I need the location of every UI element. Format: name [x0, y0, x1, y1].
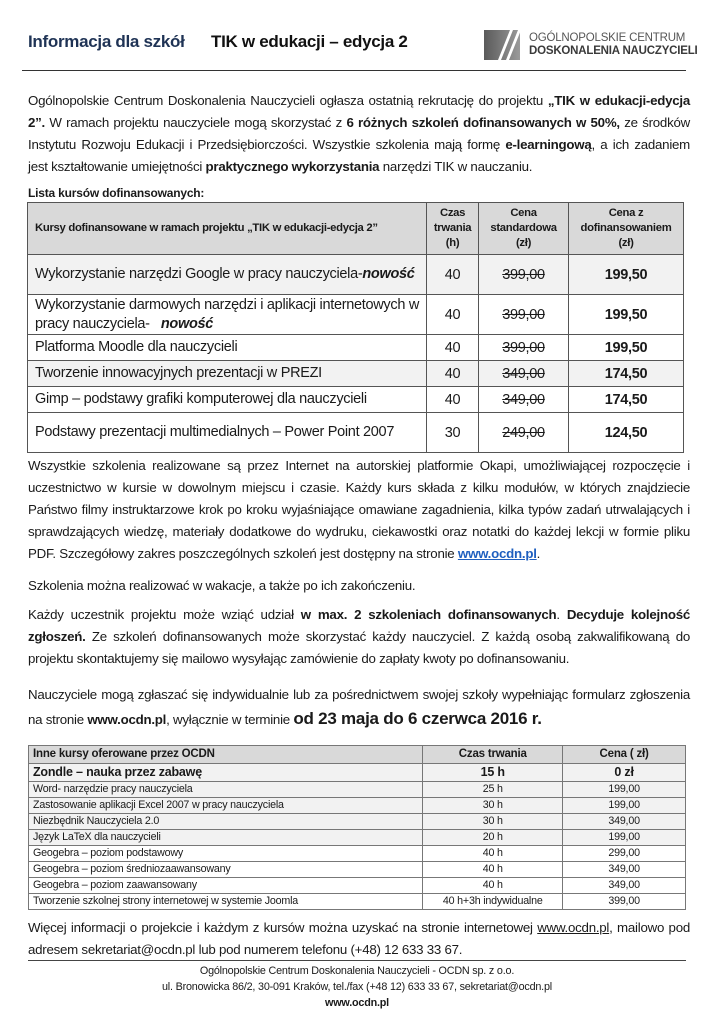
course-price: 199,00 [563, 798, 686, 814]
course-price: 399,00 [563, 894, 686, 910]
funded-course-row [28, 335, 684, 361]
course-name [28, 335, 427, 361]
funded-course-row [28, 295, 684, 335]
header-category: Informacja dla szkół [28, 32, 185, 51]
other-course-row [29, 798, 686, 814]
course-name: Word- narzędzie pracy nauczyciela [29, 782, 423, 798]
rules-text: Każdy uczestnik projektu może wziąć udział [28, 607, 301, 622]
course-name: Tworzenie szkolnej strony internetowej w systemie Joomla [29, 894, 423, 910]
funded-courses-table [27, 202, 684, 453]
registration-paragraph [28, 683, 690, 732]
course-duration: 30 [427, 413, 479, 453]
discounted-price: 199,50 [569, 295, 684, 335]
ocdn-website-link[interactable]: www.ocdn.pl [537, 920, 610, 935]
featured-course-row [29, 764, 686, 782]
summer-paragraph: Szkolenia można realizować w wakacje, a także po ich zakończeniu. [28, 578, 416, 593]
logo-line-1: OGÓLNOPOLSKIE CENTRUM [529, 32, 686, 44]
ocdn-logo [484, 28, 698, 62]
course-duration: 40 [427, 295, 479, 335]
course-name [28, 295, 427, 335]
logo-line-2: DOSKONALENIA NAUCZYCIELI [529, 45, 698, 57]
intro-paragraph [28, 90, 690, 178]
footer-divider [28, 960, 686, 961]
course-name [28, 387, 427, 413]
project-name: „TIK w edukacji-edycja 2”. [28, 93, 690, 130]
course-name: Niezbędnik Nauczyciela 2.0 [29, 814, 423, 830]
practical-use: praktycznego wykorzystania [205, 159, 380, 174]
course-duration: 40 h [423, 846, 563, 862]
rules-paragraph [28, 604, 690, 670]
discounted-price: 199,50 [569, 335, 684, 361]
discounted-price: 124,50 [569, 413, 684, 453]
max-courses: w max. 2 szkoleniach dofinansowanych [300, 607, 557, 622]
course-title: Platforma Moodle dla nauczycieli [35, 339, 238, 355]
col-header-course: Kursy dofinansowane w ramach projektu „TIK w edukacji-edycja 2” [28, 203, 427, 255]
intro-text: narzędzi TIK w nauczaniu. [379, 159, 533, 174]
more-info-text: , mailowo pod adresem sekretariat@ocdn.pl lub pod numerem telefonu (+48) 12 633 33 67. [28, 920, 690, 957]
standard-price: 249,00 [479, 413, 569, 453]
course-title: Podstawy prezentacji multimedialnych – Power Point 2007 [35, 424, 395, 440]
more-info-paragraph [28, 917, 690, 961]
standard-price: 349,00 [479, 387, 569, 413]
order-rule: Decyduje kolejność zgłoszeń. [28, 607, 690, 644]
course-name: Zondle – nauka przez zabawę [29, 764, 423, 782]
course-name [28, 255, 427, 295]
registration-text: , wyłącznie w terminie [166, 712, 294, 727]
col-header-duration: Czas trwania (h) [427, 203, 479, 255]
course-price: 349,00 [563, 862, 686, 878]
course-name: Geogebra – poziom średniozaawansowany [29, 862, 423, 878]
course-duration: 20 h [423, 830, 563, 846]
course-title: Wykorzystanie darmowych narzędzi i aplikacji internetowych w pracy nauczyciela- [35, 296, 423, 332]
more-info-text: Więcej informacji o projekcie i każdym z kursów można uzyskać na stronie internetowej [28, 920, 538, 935]
intro-text: , a ich zadaniem jest kształtowanie umiejętności [28, 137, 690, 174]
ocdn-website-link[interactable]: www.ocdn.pl [457, 546, 537, 561]
course-price: 349,00 [563, 814, 686, 830]
other-course-row [29, 862, 686, 878]
funded-course-row [28, 387, 684, 413]
discounted-price: 174,50 [569, 361, 684, 387]
funded-course-row [28, 361, 684, 387]
footer-address: ul. Bronowicka 86/2, 30-091 Kraków, tel./fax (+48 12) 633 33 67, sekretariat@ocdn.pl [162, 981, 552, 993]
course-price: 199,00 [563, 830, 686, 846]
discounted-price: 199,50 [569, 255, 684, 295]
platform-paragraph [28, 455, 690, 565]
course-duration: 40 [427, 335, 479, 361]
intro-text: ze środków Instytutu Rozwoju Edukacji i Przedsiębiorczości. Wszystkie szkolenia mają formę [28, 115, 690, 152]
course-name: Geogebra – poziom podstawowy [29, 846, 423, 862]
funded-count: 6 różnych szkoleń dofinansowanych w 50%, [346, 115, 620, 130]
col-header-duration: Czas trwania [423, 746, 563, 764]
table-header-row [29, 746, 686, 764]
other-course-row [29, 814, 686, 830]
course-title: Wykorzystanie narzędzi Google w pracy nauczyciela- [35, 266, 363, 282]
other-course-row [29, 830, 686, 846]
new-badge: nowość [160, 315, 214, 332]
standard-price: 399,00 [479, 255, 569, 295]
elearning-form: e-learningową [505, 137, 592, 152]
ocdn-logo-mark-icon [484, 30, 522, 60]
course-price: 0 zł [563, 764, 686, 782]
rules-text: . [556, 607, 567, 622]
table-header-row [28, 203, 684, 255]
col-header-price: Cena ( zł) [563, 746, 686, 764]
document-footer [28, 963, 686, 1011]
intro-text: Ogólnopolskie Centrum Doskonalenia Nauczycieli ogłasza ostatnią rekrutację do projektu [28, 93, 548, 108]
course-duration: 15 h [423, 764, 563, 782]
course-price: 199,00 [563, 782, 686, 798]
col-header-course: Inne kursy oferowane przez OCDN [29, 746, 423, 764]
course-duration: 30 h [423, 814, 563, 830]
registration-dates: od 23 maja do 6 czerwca 2016 r. [293, 709, 542, 728]
course-duration: 40 h [423, 878, 563, 894]
course-duration: 30 h [423, 798, 563, 814]
course-duration: 40 h [423, 862, 563, 878]
footer-website: www.ocdn.pl [325, 997, 389, 1009]
col-header-standard-price: Cena standardowa (zł) [479, 203, 569, 255]
standard-price: 399,00 [479, 335, 569, 361]
discounted-price: 174,50 [569, 387, 684, 413]
course-duration: 40 [427, 387, 479, 413]
course-name [28, 361, 427, 387]
other-courses-table [28, 745, 686, 910]
course-duration: 25 h [423, 782, 563, 798]
standard-price: 349,00 [479, 361, 569, 387]
intro-text: W ramach projektu nauczyciele mogą skorzystać z [45, 115, 347, 130]
punctuation: . [536, 546, 541, 561]
other-course-row [29, 878, 686, 894]
rules-text: Ze szkoleń dofinansowanych może skorzystać każdy nauczyciel. Z każdą osobą zakwalifikowaną do projektu skontaktujemy się mailowo wysyłając zamówienie do zapłaty kwoty po dofinansowaniu. [28, 629, 690, 666]
course-price: 349,00 [563, 878, 686, 894]
col-header-discounted-price: Cena z dofinansowaniem (zł) [569, 203, 684, 255]
funded-list-label: Lista kursów dofinansowanych: [28, 186, 205, 200]
document-header [28, 28, 698, 64]
course-duration: 40 h+3h indywidualne [423, 894, 563, 910]
platform-text: Wszystkie szkolenia realizowane są przez Internet na autorskiej platformie Okapi, umożliwiającej rozpoczęcie i uczestnictwo w kursie w dowolnym miejscu i czasie. Każdy kurs składa z kilku modułów, w których znajdziecie Państwo filmy instruktarzowe krok po kroku wyjaśniające omawiane zagadnienia, kilka typów zadań utrwalających i sprawdzających wiedzę, materiały dodatkowe do wydruku, ciekawostki oraz notatki do każdej lekcji w formie pliku PDF. Szczegółowy zakres poszczególnych szkoleń jest dostępny na stronie [28, 458, 690, 561]
other-course-row [29, 846, 686, 862]
course-name: Język LaTeX dla nauczycieli [29, 830, 423, 846]
other-course-row [29, 782, 686, 798]
funded-course-row [28, 255, 684, 295]
header-divider [22, 70, 686, 71]
footer-company: Ogólnopolskie Centrum Doskonalenia Nauczycieli - OCDN sp. z o.o. [199, 965, 515, 977]
course-price: 299,00 [563, 846, 686, 862]
new-badge: nowość [362, 266, 415, 282]
standard-price: 399,00 [479, 295, 569, 335]
course-title: Gimp – podstawy grafiki komputerowej dla nauczycieli [35, 391, 367, 407]
other-course-row [29, 894, 686, 910]
course-title: Tworzenie innowacyjnych prezentacji w PREZI [35, 365, 322, 381]
course-duration: 40 [427, 361, 479, 387]
funded-course-row [28, 413, 684, 453]
course-name [28, 413, 427, 453]
header-title: TIK w edukacji – edycja 2 [211, 32, 408, 51]
registration-site: www.ocdn.pl [87, 712, 167, 727]
registration-text: Nauczyciele mogą zgłaszać się indywidualnie lub za pośrednictwem swojej szkoły wypełniając formularz zgłoszenia na stronie [28, 687, 690, 727]
course-duration: 40 [427, 255, 479, 295]
course-name: Geogebra – poziom zaawansowany [29, 878, 423, 894]
course-name: Zastosowanie aplikacji Excel 2007 w pracy nauczyciela [29, 798, 423, 814]
